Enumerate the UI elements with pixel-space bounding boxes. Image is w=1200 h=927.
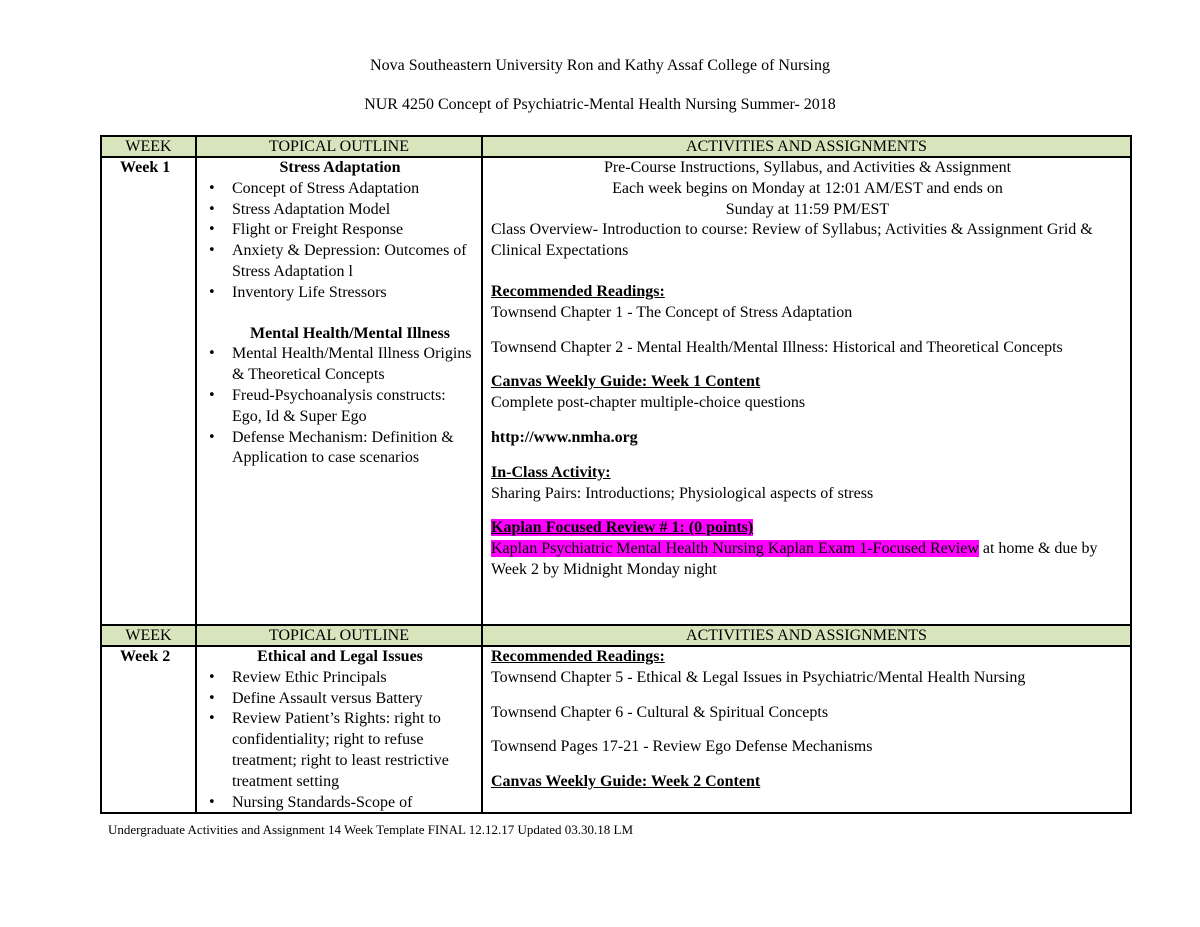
list-item: • Freud-Psychoanalysis constructs: Ego, Id & Super Ego (205, 386, 475, 428)
header-activities: ACTIVITIES AND ASSIGNMENTS (482, 136, 1131, 157)
list-item: • Concept of Stress Adaptation (205, 179, 475, 200)
list-item: • Inventory Life Stressors (205, 283, 475, 304)
header-topical-outline: TOPICAL OUTLINE (196, 136, 482, 157)
kaplan-highlight: Kaplan Psychiatric Mental Health Nursing Kaplan Exam 1-Focused Review (491, 540, 979, 558)
week1-activities (482, 157, 1131, 625)
week2-label: Week 2 (101, 646, 196, 813)
week1-reading-2: Townsend Chapter 2 - Mental Health/Mental Illness: Historical and Theoretical Concepts (491, 338, 1063, 356)
list-item: • Review Patient’s Rights: right to confidentiality; right to refuse treatment; right to least restrictive treatment setting (205, 709, 475, 792)
week2-row (101, 646, 1131, 813)
week2-topic-title: Ethical and Legal Issues (257, 648, 423, 665)
week2-activities (482, 646, 1131, 813)
table-header-row (101, 136, 1131, 157)
list-item: • Define Assault versus Battery (205, 689, 475, 710)
week2-reading-1: Townsend Chapter 5 - Ethical & Legal Issues in Psychiatric/Mental Health Nursing (491, 668, 1026, 686)
week1-topic2-title: Mental Health/Mental Illness (250, 324, 450, 342)
week2-readings-heading: Recommended Readings: (491, 648, 665, 665)
week2-topics (196, 646, 482, 813)
week1-kaplan-text (491, 539, 1124, 581)
week2-topic-list (205, 668, 475, 812)
week1-intro-1: Pre-Course Instructions, Syllabus, and Activities & Assignment (603, 159, 1012, 176)
list-item: • Anxiety & Depression: Outcomes of Stress Adaptation l (205, 241, 475, 283)
table-header-row (101, 625, 1131, 646)
list-item: • Flight or Freight Response (205, 220, 475, 241)
week1-overview: Class Overview- Introduction to course: Review of Syllabus; Activities & Assignment Grid & Clinical Expectations (491, 221, 1093, 260)
week1-topic2-list (205, 344, 475, 469)
course-title: NUR 4250 Concept of Psychiatric-Mental Health Nursing Summer- 2018 (364, 96, 836, 113)
kaplan-rest: at home & due by Week 2 by Midnight Monday night (491, 540, 1098, 578)
week1-canvas-text: Complete post-chapter multiple-choice questions (491, 394, 806, 412)
kaplan-heading-text: Kaplan Focused Review # 1: (0 points) (491, 519, 754, 537)
week2-reading-3: Townsend Pages 17-21 - Review Ego Defense Mechanisms (491, 738, 873, 756)
week1-inclass-text: Sharing Pairs: Introductions; Physiological aspects of stress (491, 484, 874, 502)
nmha-link[interactable]: http://www.nmha.org (491, 428, 638, 446)
list-item: • Stress Adaptation Model (205, 200, 475, 221)
week1-intro-2: Each week begins on Monday at 12:01 AM/EST and ends on (612, 179, 1003, 197)
header-week: WEEK (101, 625, 196, 646)
college-title: Nova Southeastern University Ron and Kathy Assaf College of Nursing (370, 57, 830, 74)
week1-topic1-title: Stress Adaptation (279, 159, 401, 176)
week2-canvas-heading: Canvas Weekly Guide: Week 2 Content (491, 773, 761, 791)
footer-note: Undergraduate Activities and Assignment 14 Week Template FINAL 12.12.17 Updated 03.30.18 LM (108, 822, 634, 837)
week1-kaplan-heading (491, 518, 1124, 539)
list-item: • Review Ethic Principals (205, 668, 475, 689)
header-week: WEEK (101, 136, 196, 157)
week1-inclass-heading: In-Class Activity: (491, 463, 611, 481)
week1-readings-heading: Recommended Readings: (491, 282, 665, 300)
schedule-table (100, 135, 1132, 814)
list-item: • Nursing Standards-Scope of (205, 793, 475, 812)
week1-canvas-heading: Canvas Weekly Guide: Week 1 Content (491, 373, 761, 391)
week1-topics (196, 157, 482, 625)
list-item: • Defense Mechanism: Definition & Application to case scenarios (205, 428, 475, 470)
week1-label: Week 1 (101, 157, 196, 625)
week1-reading-1: Townsend Chapter 1 - The Concept of Stress Adaptation (491, 303, 853, 321)
week1-row (101, 157, 1131, 625)
week2-reading-2: Townsend Chapter 6 - Cultural & Spiritual Concepts (491, 703, 829, 721)
list-item: • Mental Health/Mental Illness Origins & Theoretical Concepts (205, 344, 475, 386)
week1-intro-3: Sunday at 11:59 PM/EST (725, 200, 890, 218)
header-topical-outline: TOPICAL OUTLINE (196, 625, 482, 646)
week1-topic1-list (205, 179, 475, 304)
header-activities: ACTIVITIES AND ASSIGNMENTS (482, 625, 1131, 646)
